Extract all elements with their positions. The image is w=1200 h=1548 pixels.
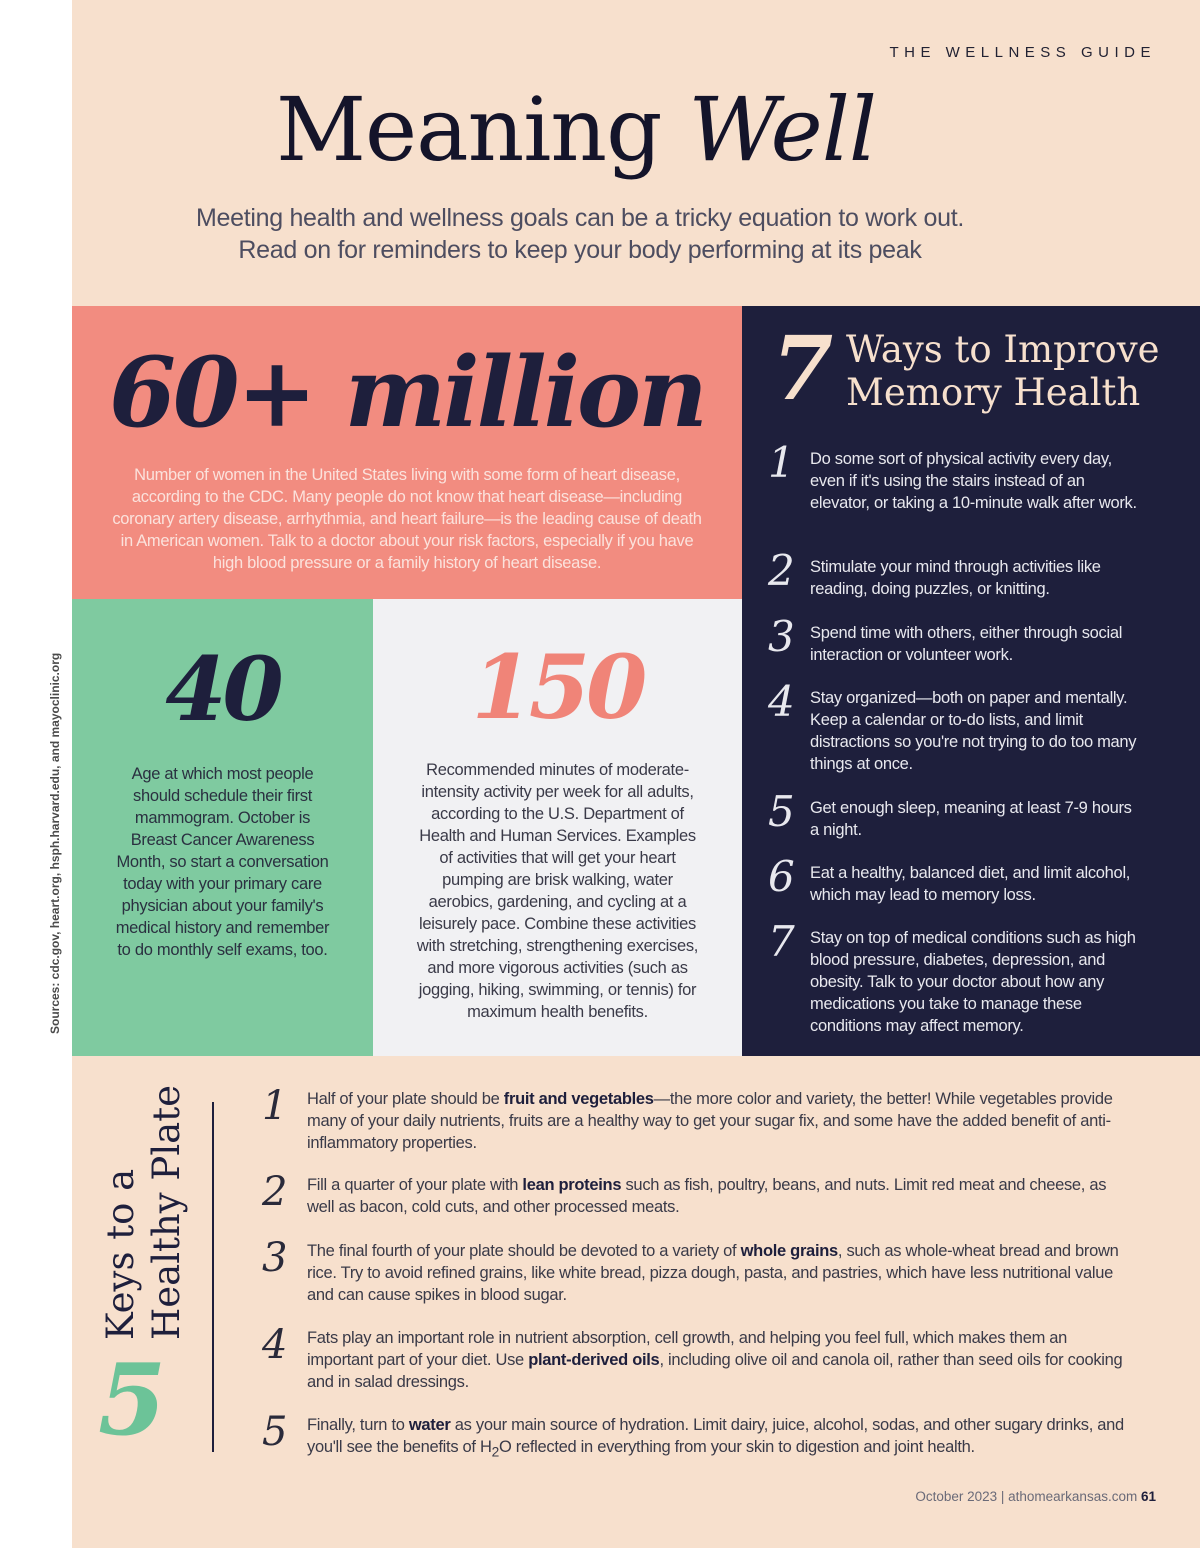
mammogram-stat-text: Age at which most people should schedule their first mammogram. October is Breast Cancer Awareness Month, so start a conversation today with your primary care physician about your family's medical history and remember to do monthly self exams, too. xyxy=(115,765,330,959)
memory-item-number: 5 xyxy=(768,787,795,836)
memory-title-line1: Ways to Improve xyxy=(846,328,1160,371)
memory-title-line2: Memory Health xyxy=(846,371,1141,414)
memory-header xyxy=(772,316,1182,424)
heart-disease-stat-text: Number of women in the United States living with some form of heart disease, according to the CDC. Many people do not know that heart disease—including coronary artery disease, arrhythmia, and heart failure—is the leading cause of death in American women. Talk to a doctor about your risk factors, especially if you have high blood pressure or a family history of heart disease. xyxy=(112,466,702,572)
memory-item-number: 2 xyxy=(768,546,795,595)
plate-item-keyword: lean proteins xyxy=(522,1176,622,1194)
memory-item-number: 6 xyxy=(768,852,795,901)
memory-item-text: Spend time with others, either through social interaction or volunteer work. xyxy=(810,624,1123,664)
activity-stat-box xyxy=(373,599,742,1056)
plate-title-line2: Healthy Plate xyxy=(145,1085,188,1340)
plate-item-number: 1 xyxy=(262,1083,288,1129)
plate-item-text: Half of your plate should be fruit and vegetables—the more color and variety, the better! While vegetables provide many of your daily nutrients, fruits are a healthy way to get your sugar fix, and some have the added benefit of anti-inflammatory properties. xyxy=(307,1090,1113,1152)
plate-item-keyword: whole grains xyxy=(740,1242,838,1260)
running-head: THE WELLNESS GUIDE xyxy=(889,44,1156,61)
plate-title-text xyxy=(98,1085,190,1340)
memory-health-box xyxy=(742,306,1200,1056)
plate-item-text: Fats play an important role in nutrient absorption, cell growth, and helping you feel full, which makes them an important part of your diet. Use plant-derived oils, including olive oil and canola oil, rather than seed oils for cooking and in salad dressings. xyxy=(307,1329,1123,1391)
plate-item-keyword: fruit and vegetables xyxy=(503,1090,654,1108)
title-regular: Meaning xyxy=(275,78,662,181)
heart-disease-stat-number: 60+ million xyxy=(109,336,705,449)
memory-item-text: Get enough sleep, meaning at least 7-9 hours a night. xyxy=(810,799,1132,839)
plate-divider xyxy=(212,1102,214,1452)
plate-item-number: 2 xyxy=(262,1169,288,1215)
memory-item-text: Stay on top of medical conditions such as high blood pressure, diabetes, depression, and obesity. Talk to your doctor about how any medications you take to manage these conditions may affect memory. xyxy=(810,929,1136,1035)
memory-item-text: Stimulate your mind through activities like reading, doing puzzles, or knitting. xyxy=(810,558,1101,598)
plate-item-keyword: plant-derived oils xyxy=(528,1351,660,1369)
page-subtitle: Meeting health and wellness goals can be a tricky equation to work out. Read on for reminders to keep your body performing at its peak xyxy=(195,204,965,264)
plate-item-text: The final fourth of your plate should be devoted to a variety of whole grains, such as whole-wheat bread and brown rice. Try to avoid refined grains, like white bread, pizza dough, pasta, and pastries, which have less nutritional value and can cause spikes in blood sugar. xyxy=(307,1242,1119,1304)
memory-item-text: Eat a healthy, balanced diet, and limit alcohol, which may lead to memory loss. xyxy=(810,864,1131,904)
mammogram-stat-number: 40 xyxy=(165,637,280,741)
activity-stat-number: 150 xyxy=(471,635,644,739)
plate-item-text: Fill a quarter of your plate with lean proteins such as fish, poultry, beans, and nuts. Limit red meat and cheese, as well as bacon, cold cuts, and other processed meats. xyxy=(307,1176,1107,1216)
plate-section-title xyxy=(98,1085,190,1458)
title-italic: Well xyxy=(688,78,877,181)
plate-item-text: Finally, turn to water as your main source of hydration. Limit dairy, juice, alcohol, sodas, and other sugary drinks, and you'll see the benefits of $H_2O$ reflected in everything from your skin to digestion and joint health. xyxy=(307,1416,1124,1460)
memory-item-number: 3 xyxy=(768,612,795,661)
plate-item-number: 3 xyxy=(262,1235,288,1281)
plate-big-number: 5 xyxy=(98,1343,167,1458)
footer-text: October 2023 | athomearkansas.com xyxy=(915,1489,1138,1504)
memory-item-number: 1 xyxy=(768,438,795,487)
memory-big-number: 7 xyxy=(772,316,834,420)
memory-item-number: 7 xyxy=(768,917,795,966)
page-title xyxy=(0,78,1152,181)
plate-item-number: 5 xyxy=(262,1409,288,1455)
plate-title-line1: Keys to a xyxy=(99,1168,142,1340)
page-footer xyxy=(915,1489,1156,1504)
memory-item-text: Do some sort of physical activity every day, even if it's using the stairs instead of an elevator, or taking a 10-minute walk after work. xyxy=(810,450,1137,512)
plate-item-keyword: water xyxy=(408,1416,451,1434)
sources-note: Sources: cdc.gov, heart.org, hsph.harvard.edu, and mayoclinic.org xyxy=(48,652,62,1034)
page-number: 61 xyxy=(1140,1489,1156,1504)
heart-disease-stat-box xyxy=(72,306,742,599)
plate-item-number: 4 xyxy=(262,1322,288,1368)
activity-stat-text: Recommended minutes of moderate-intensity activity per week for all adults, according to the U.S. Department of Health and Human Services. Examples of activities that will get your heart pumping are brisk walking, water aerobics, gardening, and cycling at a leisurely pace. Combine these activities with stretching, strengthening exercises, and more vigorous activities (such as jogging, hiking, swimming, or tennis) for maximum health benefits. xyxy=(416,761,699,1021)
memory-item-number: 4 xyxy=(768,677,795,726)
memory-item-text: Stay organized—both on paper and mentally. Keep a calendar or to-do lists, and limit distractions so you're not trying to do too many things at once. xyxy=(810,689,1137,773)
memory-title xyxy=(846,328,1160,414)
mammogram-stat-box xyxy=(72,599,373,1056)
